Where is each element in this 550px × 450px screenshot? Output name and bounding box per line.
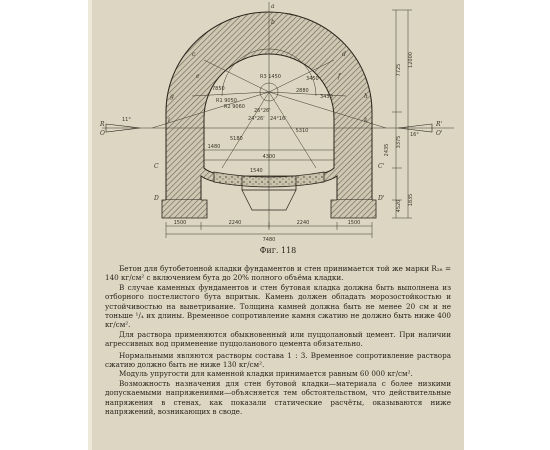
dim-2435: 2435 (384, 143, 390, 157)
dim-4300: 4300 (262, 154, 276, 160)
radius-3430: 3430 (320, 94, 333, 100)
radius-7850: 7850 (212, 86, 225, 92)
label-d: d (342, 51, 346, 58)
dim-7480: 7480 (262, 237, 276, 243)
left-footing (162, 200, 207, 218)
dim-4520: 4520 (396, 199, 402, 213)
radius-r2: R2 9060 (224, 104, 245, 110)
radius-1540: 1540 (250, 168, 263, 174)
radius-3450: 3450 (306, 76, 319, 82)
label-b: b (271, 19, 275, 26)
label-i: i (168, 117, 170, 124)
dim-1835: 1835 (408, 193, 414, 207)
angle-24-16: 24°16' (270, 116, 287, 122)
label-D-prime: D' (378, 195, 385, 202)
dim-5310: 5310 (295, 128, 309, 134)
label-O-prime: O' (436, 130, 443, 137)
paragraph-mortar-mix: Нормальными являются растворы состава 1 : 3. Временное сопротивление раствора сжатию должно быть не ниже 130 кг/см². (105, 350, 451, 370)
label-e: e (196, 73, 200, 80)
radius-5180: 5180 (230, 136, 243, 142)
label-g: g (170, 93, 174, 100)
paragraph-stone-masonry: В случае каменных фундаментов и стен бутовая кладка должна быть выполнена из отборного постелистого бута впритык. Камень должен обладать морозостойкостью и устойчивостью на выветривание. Толщина камней должна быть не менее 20 см и не тоньше ¹/₄ их длины. Временное сопротивление камня сжатию не должно быть ниже 400 кг/см². (105, 282, 451, 330)
label-a: a (271, 3, 275, 10)
dim-7725: 7725 (396, 63, 402, 77)
book-page (92, 0, 464, 450)
label-C: C (154, 163, 159, 170)
label-C-prime: C' (378, 163, 385, 170)
dim-3375: 3375 (396, 135, 402, 149)
label-O: O (100, 130, 105, 137)
dim-2240-right: 2240 (296, 220, 310, 226)
right-footing (331, 200, 376, 218)
label-R: R (100, 121, 105, 128)
radius-2880: 2880 (296, 88, 309, 94)
paragraph-concrete: Бетон для бутобетонной кладки фундаментов и стен принимается той же марки R₂₈ = 140 кг/см² с включением бута до 20% полного объёма кладки. (105, 264, 451, 283)
label-c: c (192, 51, 196, 58)
label-h: h (364, 93, 368, 100)
figure-caption: Фиг. 118 (259, 246, 297, 255)
dim-12000: 12000 (408, 52, 414, 68)
tunnel-cross-section-figure (92, 0, 464, 246)
label-R-prime: R' (436, 121, 443, 128)
angle-24-26: 24°26' (248, 116, 265, 122)
dim-1480: 1480 (207, 144, 221, 150)
angle-11: 11° (122, 117, 131, 123)
label-k: k (364, 117, 368, 124)
label-f: f (338, 73, 341, 80)
paragraph-stresses: Возможность назначения для стен бутовой кладки—материала с более низкими допускаемыми напряжениями—объясняется тем обстоятельством, что действительные напряжения в стенах, как показали статические расчёты, оказываются ниже напряжений, возникающих в своде. (105, 378, 451, 417)
angle-26-26: 26°26' (254, 108, 271, 114)
body-text (105, 264, 451, 417)
paragraph-mortar-cement: Для раствора применяются обыкновенный или пуццолановый цемент. При наличии агрессивных вод применение пуццоланового цемента обязательно. (105, 329, 451, 349)
dim-2240-left: 2240 (228, 220, 242, 226)
paragraph-elastic-modulus: Модуль упругости для каменной кладки принимается равным 60 000 кг/см². (119, 369, 413, 379)
radius-r3: R3 1450 (260, 74, 281, 80)
label-D: D (154, 195, 159, 202)
dim-1500-left: 1500 (173, 220, 187, 226)
radius-r1: R1 9050 (216, 98, 237, 104)
dim-1500-right: 1500 (347, 220, 361, 226)
angle-16: 16° (410, 132, 419, 138)
